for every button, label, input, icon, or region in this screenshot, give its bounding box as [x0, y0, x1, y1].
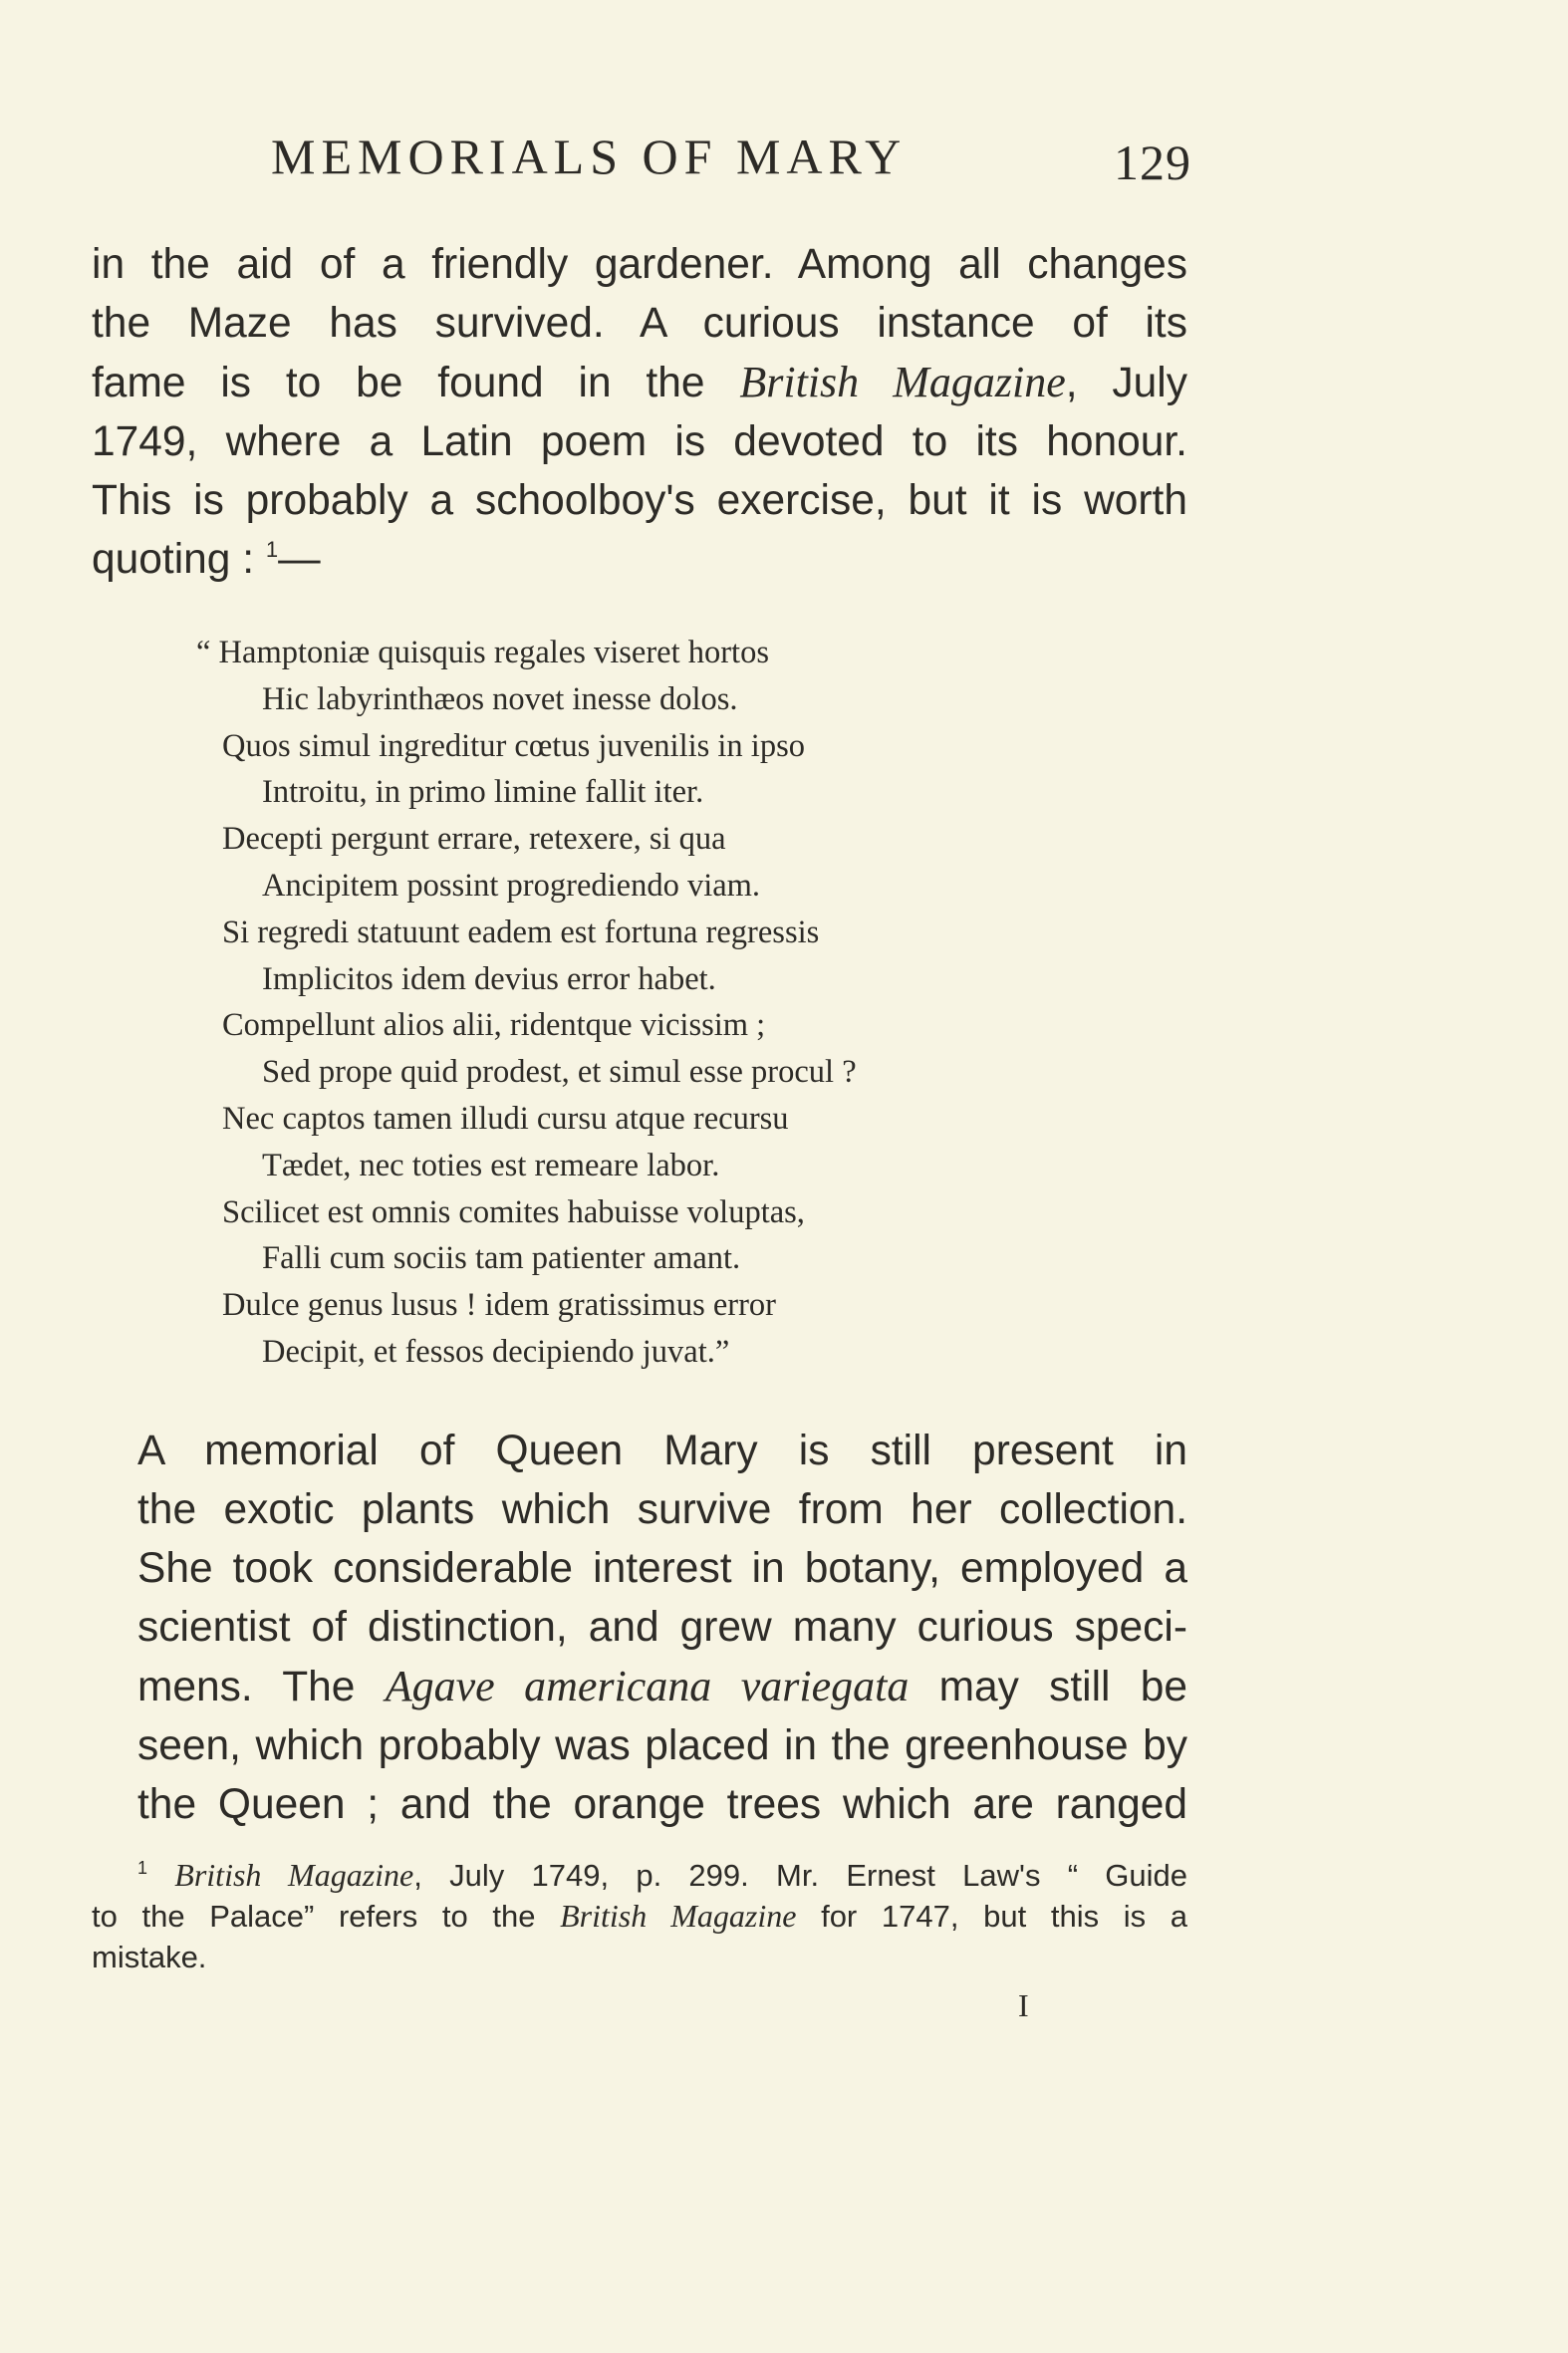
text-segment: to the Palace” refers to the: [92, 1899, 536, 1934]
poem-line: Nec captos tamen illudi cursu atque recursu: [222, 1100, 789, 1137]
text-segment: fame is to be found in the: [92, 360, 705, 406]
text-segment: —: [278, 536, 321, 583]
text-line: scientist of distinction, and grew many curious speci-: [137, 1604, 1187, 1651]
footnote-title: British Magazine: [560, 1898, 797, 1934]
text-line: the exotic plants which survive from her collection.: [137, 1486, 1187, 1533]
poem-line: Scilicet est omnis comites habuisse voluptas,: [222, 1193, 805, 1230]
poem-line: Decepti pergunt errare, retexere, si qua: [222, 821, 726, 858]
running-title: MEMORIALS OF MARY: [271, 129, 908, 184]
footnote-reference: 1: [265, 537, 279, 562]
signature-mark: I: [1018, 1987, 1029, 2023]
text-segment: quoting :: [92, 536, 255, 583]
poem-line: Hic labyrinthæos novet inesse dolos.: [262, 680, 738, 717]
poem-line: Tædet, nec toties est remeare labor.: [262, 1147, 720, 1183]
poem-line: Ancipitem possint progrediendo viam.: [262, 867, 761, 904]
italic-species: Agave americana variegata: [385, 1662, 910, 1710]
text-segment: mens. The: [137, 1664, 356, 1710]
footnote-line: mistake.: [92, 1940, 207, 1974]
text-line: She took considerable interest in botany, employed a: [137, 1545, 1187, 1592]
text-line: This is probably a schoolboy's exercise, but it is worth: [92, 477, 1187, 524]
text-segment: for 1747, but this is a: [821, 1899, 1187, 1934]
text-line: A memorial of Queen Mary is still present in: [137, 1428, 1187, 1474]
text-line: seen, which probably was placed in the greenhouse by: [137, 1722, 1187, 1769]
page-number: 129: [1114, 134, 1191, 190]
poem-line: Dulce genus lusus ! idem gratissimus error: [222, 1287, 777, 1324]
poem-line: Introitu, in primo limine fallit iter.: [262, 774, 704, 811]
latin-poem: [196, 630, 1119, 1376]
poem-line: Si regredi statuunt eadem est fortuna regressis: [222, 914, 820, 950]
footnote-title: British Magazine: [174, 1857, 414, 1893]
poem-line: Compellunt alios alii, ridentque vicissim ;: [222, 1007, 766, 1044]
footnote-line: [92, 1896, 1187, 1937]
text-line: in the aid of a friendly gardener. Among all changes: [92, 241, 1187, 288]
poem-line: Sed prope quid prodest, et simul esse procul ?: [262, 1054, 857, 1091]
text-line: [92, 353, 1187, 412]
poem-line: “ Hamptoniæ quisquis regales viseret hortos: [196, 635, 769, 670]
paragraph-maze: [92, 235, 1187, 589]
poem-line: Decipit, et fessos decipiendo juvat.”: [262, 1333, 730, 1370]
text-segment: , July: [1065, 360, 1187, 406]
text-segment: may still be: [938, 1664, 1188, 1710]
text-line: [92, 530, 1187, 589]
text-line: [92, 1657, 1187, 1716]
text-segment: , July 1749, p. 299. Mr. Ernest Law's “ Guide: [413, 1858, 1187, 1893]
text-line: 1749, where a Latin poem is devoted to its honour.: [92, 418, 1187, 465]
paragraph-queen-mary: [92, 1422, 1187, 1834]
poem-line: Falli cum sociis tam patienter amant.: [262, 1240, 741, 1277]
text-line: the Queen ; and the orange trees which are ranged: [137, 1781, 1187, 1828]
poem-line: Quos simul ingreditur cœtus juvenilis in ipso: [222, 727, 805, 764]
text-line: the Maze has survived. A curious instance of its: [92, 300, 1187, 347]
italic-title: British Magazine: [739, 358, 1066, 406]
footnote: [92, 1855, 1187, 1977]
footnote-mark: 1: [137, 1858, 148, 1878]
footnote-line: [92, 1855, 1187, 1896]
poem-line: Implicitos idem devius error habet.: [262, 960, 716, 997]
